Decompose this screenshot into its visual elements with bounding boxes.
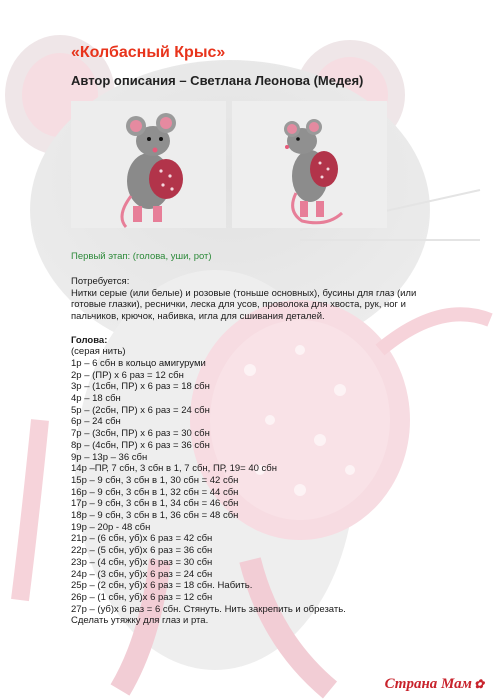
site-logo: [385, 676, 484, 693]
rat-photo-side: [232, 101, 387, 228]
pattern-row: 2р – (ПР) х 6 раз = 12 сбн: [71, 369, 184, 381]
pattern-row: 6р – 24 сбн: [71, 416, 121, 428]
pattern-row: 27р – (уб)х 6 раз = 6 сбн. Стянуть. Нить закрепить и обрезать.: [71, 603, 346, 615]
pattern-row: 19р – 20р - 48 сбн: [71, 521, 151, 533]
requirements-line: готовые глазки), реснички, леска для усов, проволока для хвоста, рук, ног и: [71, 299, 406, 311]
pattern-row: 18р – 9 сбн, 3 сбн в 1, 36 сбн = 48 сбн: [71, 510, 239, 522]
requirements-line: Нитки серые (или белые) и розовые (тоньше основных), бусины для глаз (или: [71, 287, 417, 299]
requirements-heading: Потребуется:: [71, 276, 130, 287]
pattern-row: 15р – 9 сбн, 3 сбн в 1, 30 сбн = 42 сбн: [71, 474, 239, 486]
pattern-row: 7р – (3сбн, ПР) х 6 раз = 30 сбн: [71, 428, 210, 440]
pattern-row: 16р – 9 сбн, 3 сбн в 1, 32 сбн = 44 сбн: [71, 486, 239, 498]
author-line: Автор описания – Светлана Леонова (Медея): [71, 73, 364, 88]
pattern-row: 21р – (6 сбн, уб)х 6 раз = 42 сбн: [71, 533, 213, 545]
stage-label: Первый этап: (голова, уши, рот): [71, 251, 212, 262]
pattern-row: 22р – (5 сбн, уб)х 6 раз = 36 сбн: [71, 545, 213, 557]
pattern-row: 17р – 9 сбн, 3 сбн в 1, 34 сбн = 46 сбн: [71, 498, 239, 510]
logo-text: Страна Мам: [384, 676, 472, 692]
pattern-row: 25р – (2 сбн, уб)х 6 раз = 18 сбн. Набить.: [71, 580, 253, 592]
document-title: «Колбасный Крыс»: [71, 44, 226, 61]
pattern-text: [71, 276, 431, 627]
pattern-row: 4р – 18 сбн: [71, 393, 121, 405]
pattern-row: 23р – (4 сбн, уб)х 6 раз = 30 сбн: [71, 556, 213, 568]
head-section-note: (серая нить): [71, 346, 126, 358]
pattern-row: 5р – (2сбн, ПР) х 6 раз = 24 сбн: [71, 404, 210, 416]
requirements-line: пальчиков, крючок, набивка, игла для сшивания деталей.: [71, 311, 325, 323]
pattern-row: 8р – (4сбн, ПР) х 6 раз = 36 сбн: [71, 439, 210, 451]
pattern-row: Сделать утяжку для глаз и рта.: [71, 615, 209, 627]
rat-front-illustration: [71, 101, 226, 228]
head-section-heading: Голова:: [71, 334, 108, 346]
rat-photo-front: [71, 101, 226, 228]
pattern-row: 14р –ПР, 7 сбн, 3 сбн в 1, 7 сбн, ПР, 19= 40 сбн: [71, 463, 277, 475]
pattern-row: 24р – (3 сбн, уб)х 6 раз = 24 сбн: [71, 568, 213, 580]
row-list: [71, 358, 431, 627]
rat-side-illustration: [232, 101, 387, 228]
pattern-row: 3р – (1сбн, ПР) х 6 раз = 18 сбн: [71, 381, 210, 393]
pattern-row: 9р – 13р – 36 сбн: [71, 451, 148, 463]
pattern-row: 26р – (1 сбн, уб)х 6 раз = 12 сбн: [71, 591, 213, 603]
pattern-row: 1р – 6 сбн в кольцо амигуруми: [71, 357, 206, 369]
logo-icon: ✿: [473, 677, 484, 691]
